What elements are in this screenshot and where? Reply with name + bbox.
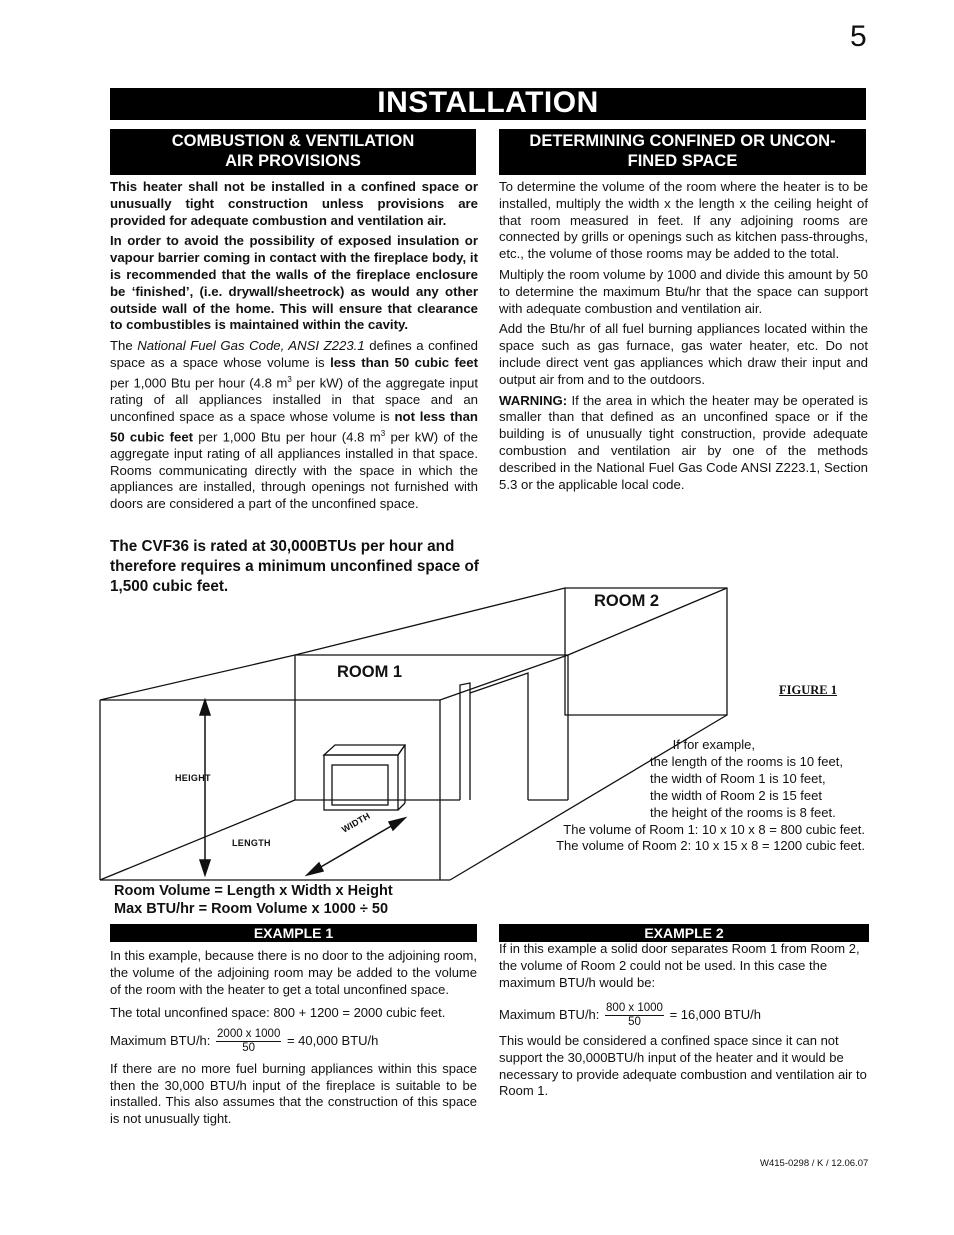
warning-label: WARNING:	[499, 392, 568, 408]
combustion-section-heading	[110, 129, 476, 175]
height-label: HEIGHT	[175, 773, 211, 783]
volume-paragraph: To determine the volume of the room where the heater is to be installed, multiply the width x the length x the ceiling height of that room measured in feet. If any adjoining rooms are connected by grills or openings such as kitchen pass-throughs, etc., the volume of those rooms may be added to the total.	[499, 179, 868, 262]
warning-paragraph: WARNING: If the area in which the heater may be operated is smaller than that defined as an unconfined space or if the building is of unusually tight construction, provide adequate combustion and ventilation air by one of the methods described in the National Fuel Gas Code ANSI Z223.1, Section 5.3 or the applicable local code.	[499, 392, 868, 492]
max-btu-formula: Max BTU/hr = Room Volume x 1000 ÷ 50	[114, 901, 389, 917]
width-arrow-upper	[389, 818, 405, 830]
heading-line-1: DETERMINING CONFINED OR UNCON-	[529, 132, 836, 150]
doorway-opening	[460, 683, 470, 800]
example2-body	[499, 941, 868, 1100]
confined-space-section-heading	[499, 129, 866, 175]
example-line: the width of Room 1 is 10 feet,	[650, 770, 826, 786]
example-line: If for example,	[672, 737, 755, 752]
room-volume-formula: Room Volume = Length x Width x Height	[114, 883, 393, 899]
insulation-paragraph: In order to avoid the possibility of exposed insulation or vapour barrier coming in contact with the fireplace body, it is recommended that the walls of the fireplace enclosure be ‘finished’, (i.e. drywall/sheetrock) as would any other outside wall of the home. This will ensure that clearance to combustibles is maintained within the cavity.	[110, 233, 478, 333]
page-number: 5	[850, 20, 867, 53]
room2-ceiling-left	[295, 588, 565, 655]
example-line: the height of the rooms is 8 feet.	[650, 804, 836, 820]
example2-max-btu: Maximum BTU/h: $\frac{800 x 1000}{50}$ = 16,000 BTU/h	[499, 1001, 761, 1028]
fireplace-top	[324, 745, 405, 755]
multiply-paragraph: Multiply the room volume by 1000 and divide this amount by 50 to determine the maximum Btu/hr that the space can support with adequate combustion and ventilation air.	[499, 266, 868, 316]
example2-para1: If in this example a solid door separates Room 1 from Room 2, the volume of Room 2 could not be used. In this case the maximum BTU/h would be:	[499, 941, 860, 990]
room1-partition-top	[440, 655, 568, 700]
example2-para2: This would be considered a confined space since it can not support the 30,000BTU/h input of the heater and it would be necessary to provide adequate combustion and ventilation air to Room 1.	[499, 1032, 867, 1099]
width-label: WIDTH	[340, 810, 372, 835]
example1-fraction: $\frac{2000 x 1000}{50}$	[217, 1027, 281, 1054]
room2-label: ROOM 2	[594, 592, 660, 610]
example1-body	[110, 948, 477, 1128]
confined-space-warning-paragraph: This heater shall not be installed in a confined space or unusually tight construction unless provisions are provided for adequate combustion and ventilation air.	[110, 179, 478, 228]
appliances-paragraph: Add the Btu/hr of all fuel burning appliances located within the space such as gas furnace, gas water heater, etc. Do not include direct vent gas appliances which draw their input and output air from and to the outdoors.	[499, 321, 868, 387]
example-calculation	[520, 737, 865, 855]
combustion-section-body	[110, 179, 478, 517]
example-line: the length of the rooms is 10 feet,	[650, 753, 843, 769]
figure-label: FIGURE 1	[779, 683, 837, 697]
example-line: the width of Room 2 is 15 feet	[650, 787, 822, 803]
page-title-banner: INSTALLATION	[110, 88, 866, 120]
fireplace-side	[398, 745, 405, 755]
room1-label: ROOM 1	[337, 663, 403, 681]
height-arrow-bottom	[200, 860, 210, 875]
room1-top-to-back	[100, 655, 295, 700]
confined-space-section-body	[499, 179, 868, 497]
example1-heading: EXAMPLE 1	[110, 924, 477, 942]
example1-para2: The total unconfined space: 800 + 1200 = 2000 cubic feet.	[110, 1004, 446, 1020]
example1-para3: If there are no more fuel burning appliances within this space then the 30,000 BTU/h input of the fireplace is suitable to be installed. This also assumes that the construction of this space is not unusually tight.	[110, 1060, 477, 1127]
heading-line-1: COMBUSTION & VENTILATION	[171, 132, 415, 150]
code-reference: National Fuel Gas Code, ANSI Z223.1	[137, 338, 365, 354]
heading-line-2: AIR PROVISIONS	[225, 152, 361, 170]
heading-line-2: FINED SPACE	[627, 152, 738, 170]
fireplace-side-bottom	[398, 803, 405, 810]
example2-fraction: $\frac{800 x 1000}{50}$	[606, 1001, 663, 1028]
rating-statement: The CVF36 is rated at 30,000BTUs per hour and therefore requires a minimum unconfined space of 1,500 cubic feet.	[110, 538, 479, 595]
gas-code-paragraph: The National Fuel Gas Code, ANSI Z223.1 defines a confined space as a space whose volume is less than 50 cubic feet per 1,000 Btu per hour (4.8 $m^3$ per kW) of the aggregate input rating of all appliances installed in that space and an unconfined space as a space whose volume is not less than 50 cubic feet per 1,000 Btu per hour (4.8 $m^3$ per kW) of the aggregate input rating of all appliances installed in that space. Rooms communicating directly with the space in which the appliances are installed, through openings not furnished with doors are considered a part of the unconfined space.	[110, 338, 478, 512]
document-code-footer: W415-0298 / K / 12.06.07	[760, 1158, 869, 1169]
example-line: The volume of Room 2: 10 x 15 x 8 = 1200 cubic feet.	[556, 838, 865, 854]
height-arrow-top	[200, 700, 210, 715]
fireplace-opening	[332, 765, 388, 805]
example2-heading: EXAMPLE 2	[499, 924, 869, 942]
example1-para1: In this example, because there is no door to the adjoining room, the volume of the adjoining room may be added to the volume of the room with the heater to get a total unconfined space.	[110, 948, 477, 997]
example-line: The volume of Room 1: 10 x 10 x 8 = 800 cubic feet.	[563, 821, 865, 837]
width-arrow-lower	[307, 863, 323, 875]
formulas	[114, 882, 393, 918]
example1-max-btu: Maximum BTU/h: $\frac{2000 x 1000}{50}$ = 40,000 BTU/h	[110, 1027, 379, 1054]
length-label: LENGTH	[232, 838, 271, 848]
fireplace-body	[324, 755, 398, 810]
